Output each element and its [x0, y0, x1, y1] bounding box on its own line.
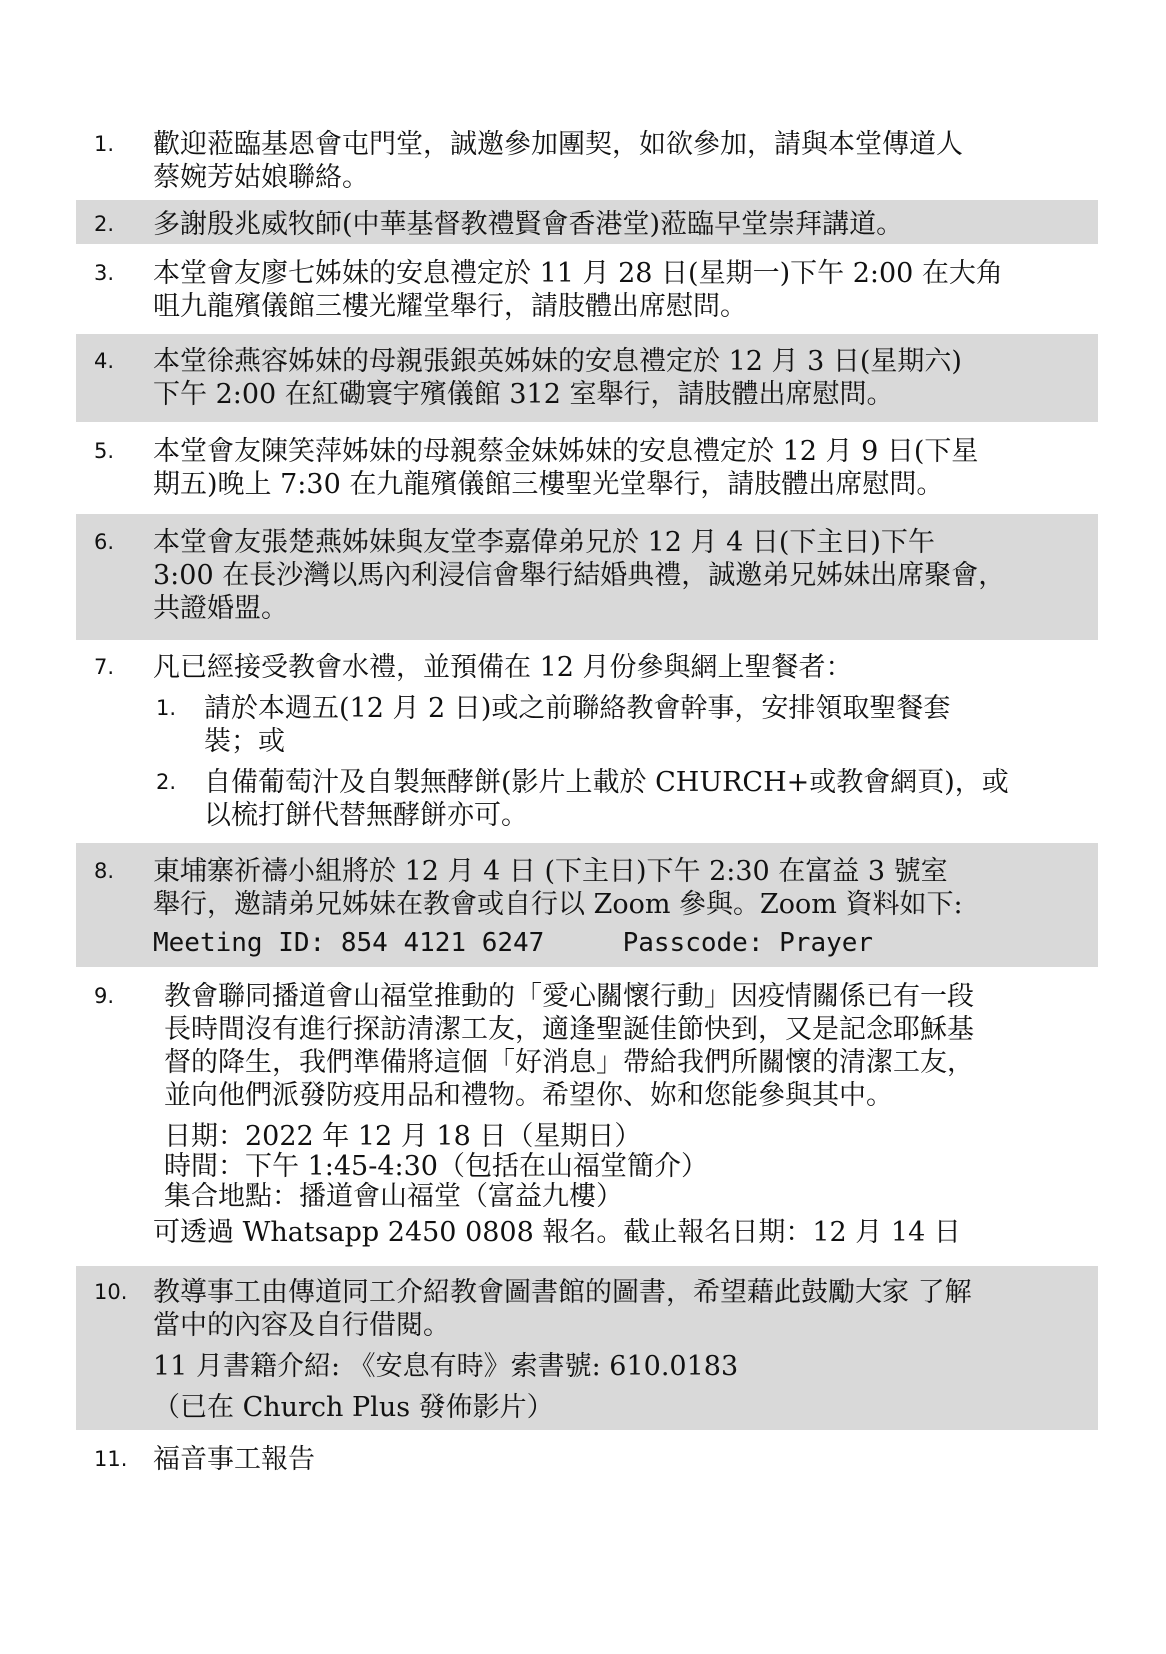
item-text-line: 蔡婉芳姑娘聯絡。	[153, 162, 369, 193]
announcement-3	[76, 257, 1098, 323]
item-number: 2.	[94, 212, 115, 236]
sub-item-text-line: 裝；或	[204, 726, 285, 757]
item-text-line: 本堂徐燕容姊妹的母親張銀英姊妹的安息禮定於 12 月 3 日(星期六)	[153, 346, 962, 377]
item-text-line: 福音事工報告	[153, 1444, 315, 1475]
zoom-meeting-info: Meeting ID: 854 4121 6247 Passcode: Prayer	[153, 928, 874, 958]
sub-item-1	[153, 692, 1088, 758]
item-text-line: 凡已經接受教會水禮，並預備在 12 月份參與網上聖餐者：	[153, 652, 853, 683]
item-text-line: 舉行，邀請弟兄姊妹在教會或自行以 Zoom 參與。Zoom 資料如下:	[153, 889, 963, 920]
event-time: 時間：下午 1:45-4:30（包括在山福堂簡介）	[164, 1151, 708, 1182]
item-text-line: 督的降生，我們準備將這個「好消息」帶給我們所關懷的清潔工友，	[164, 1047, 974, 1078]
item-number: 5.	[94, 439, 115, 463]
announcement-10	[76, 1266, 1098, 1430]
event-date: 日期：2022 年 12 月 18 日（星期日）	[164, 1121, 642, 1152]
announcement-2	[76, 200, 1098, 244]
sub-item-number: 2.	[156, 770, 177, 794]
item-number: 8.	[94, 859, 115, 883]
announcement-11	[76, 1443, 1098, 1476]
item-text-line: 本堂會友張楚燕姊妹與友堂李嘉偉弟兄於 12 月 4 日(下主日)下午	[153, 527, 935, 558]
announcement-7	[76, 651, 1098, 832]
announcement-5	[76, 435, 1098, 501]
sub-item-number: 1.	[156, 696, 177, 720]
item-text-line: 期五)晚上 7:30 在九龍殯儀館三樓聖光堂舉行，請肢體出席慰問。	[153, 469, 944, 500]
item-text-line: 東埔寨祈禱小組將於 12 月 4 日 (下主日)下午 2:30 在富益 3 號室	[153, 856, 948, 887]
registration-info: 可透過 Whatsapp 2450 0808 報名。截止報名日期：12 月 14 日	[153, 1217, 961, 1248]
item-text-line: 教會聯同播道會山福堂推動的「愛心關懷行動」因疫情關係已有一段	[164, 981, 974, 1012]
sub-item-text-line: 以梳打餅代替無酵餅亦可。	[204, 800, 528, 831]
sub-item-text-line: 自備葡萄汁及自製無酵餅(影片上載於 CHURCH+或教會網頁)，或	[204, 767, 1009, 798]
item-text-line: 並向他們派發防疫用品和禮物。希望你、妳和您能參與其中。	[164, 1080, 893, 1111]
item-number: 10.	[94, 1280, 128, 1304]
item-text-line: 本堂會友廖七姊妹的安息禮定於 11 月 28 日(星期一)下午 2:00 在大角	[153, 258, 1003, 289]
announcement-9	[76, 980, 1098, 1249]
item-number: 4.	[94, 349, 115, 373]
book-introduction: 11 月書籍介紹: 《安息有時》索書號: 610.0183	[153, 1351, 739, 1382]
item-number: 3.	[94, 261, 115, 285]
announcement-4	[76, 334, 1098, 422]
item-number: 7.	[94, 655, 115, 679]
item-number: 1.	[94, 132, 115, 156]
item-number: 6.	[94, 530, 115, 554]
item-text-line: 教導事工由傳道同工介紹教會圖書館的圖書，希望藉此鼓勵大家 了解	[153, 1277, 972, 1308]
item-text-line: 共證婚盟。	[153, 593, 288, 624]
item-text-line: 咀九龍殯儀館三樓光耀堂舉行，請肢體出席慰問。	[153, 291, 747, 322]
sub-item-text-line: 請於本週五(12 月 2 日)或之前聯絡教會幹事，安排領取聖餐套	[204, 693, 951, 724]
event-location: 集合地點：播道會山福堂（富益九樓）	[164, 1181, 623, 1212]
item-text-line: 本堂會友陳笑萍姊妹的母親蔡金妹姊妹的安息禮定於 12 月 9 日(下星	[153, 436, 979, 467]
sub-item-2	[153, 766, 1088, 832]
announcement-6	[76, 514, 1098, 640]
item-text-line: 歡迎蒞臨基恩會屯門堂，誠邀參加團契，如欲參加，請與本堂傳道人	[153, 129, 963, 160]
item-text-line: 3:00 在長沙灣以馬內利浸信會舉行結婚典禮，誠邀弟兄姊妹出席聚會，	[153, 560, 1006, 591]
item-text-line: 下午 2:00 在紅磡寰宇殯儀館 312 室舉行，請肢體出席慰問。	[153, 379, 894, 410]
item-text-line: 長時間沒有進行探訪清潔工友，適逢聖誕佳節快到，又是記念耶穌基	[164, 1014, 974, 1045]
item-text-line: 當中的內容及自行借閱。	[153, 1310, 450, 1341]
item-number: 11.	[94, 1447, 128, 1471]
item-number: 9.	[94, 984, 115, 1008]
announcement-1	[76, 128, 1098, 194]
item-text-line: 多謝殷兆威牧師(中華基督教禮賢會香港堂)蒞臨早堂崇拜講道。	[153, 209, 904, 240]
video-note: （已在 Church Plus 發佈影片）	[153, 1392, 554, 1423]
announcement-8	[76, 843, 1098, 967]
